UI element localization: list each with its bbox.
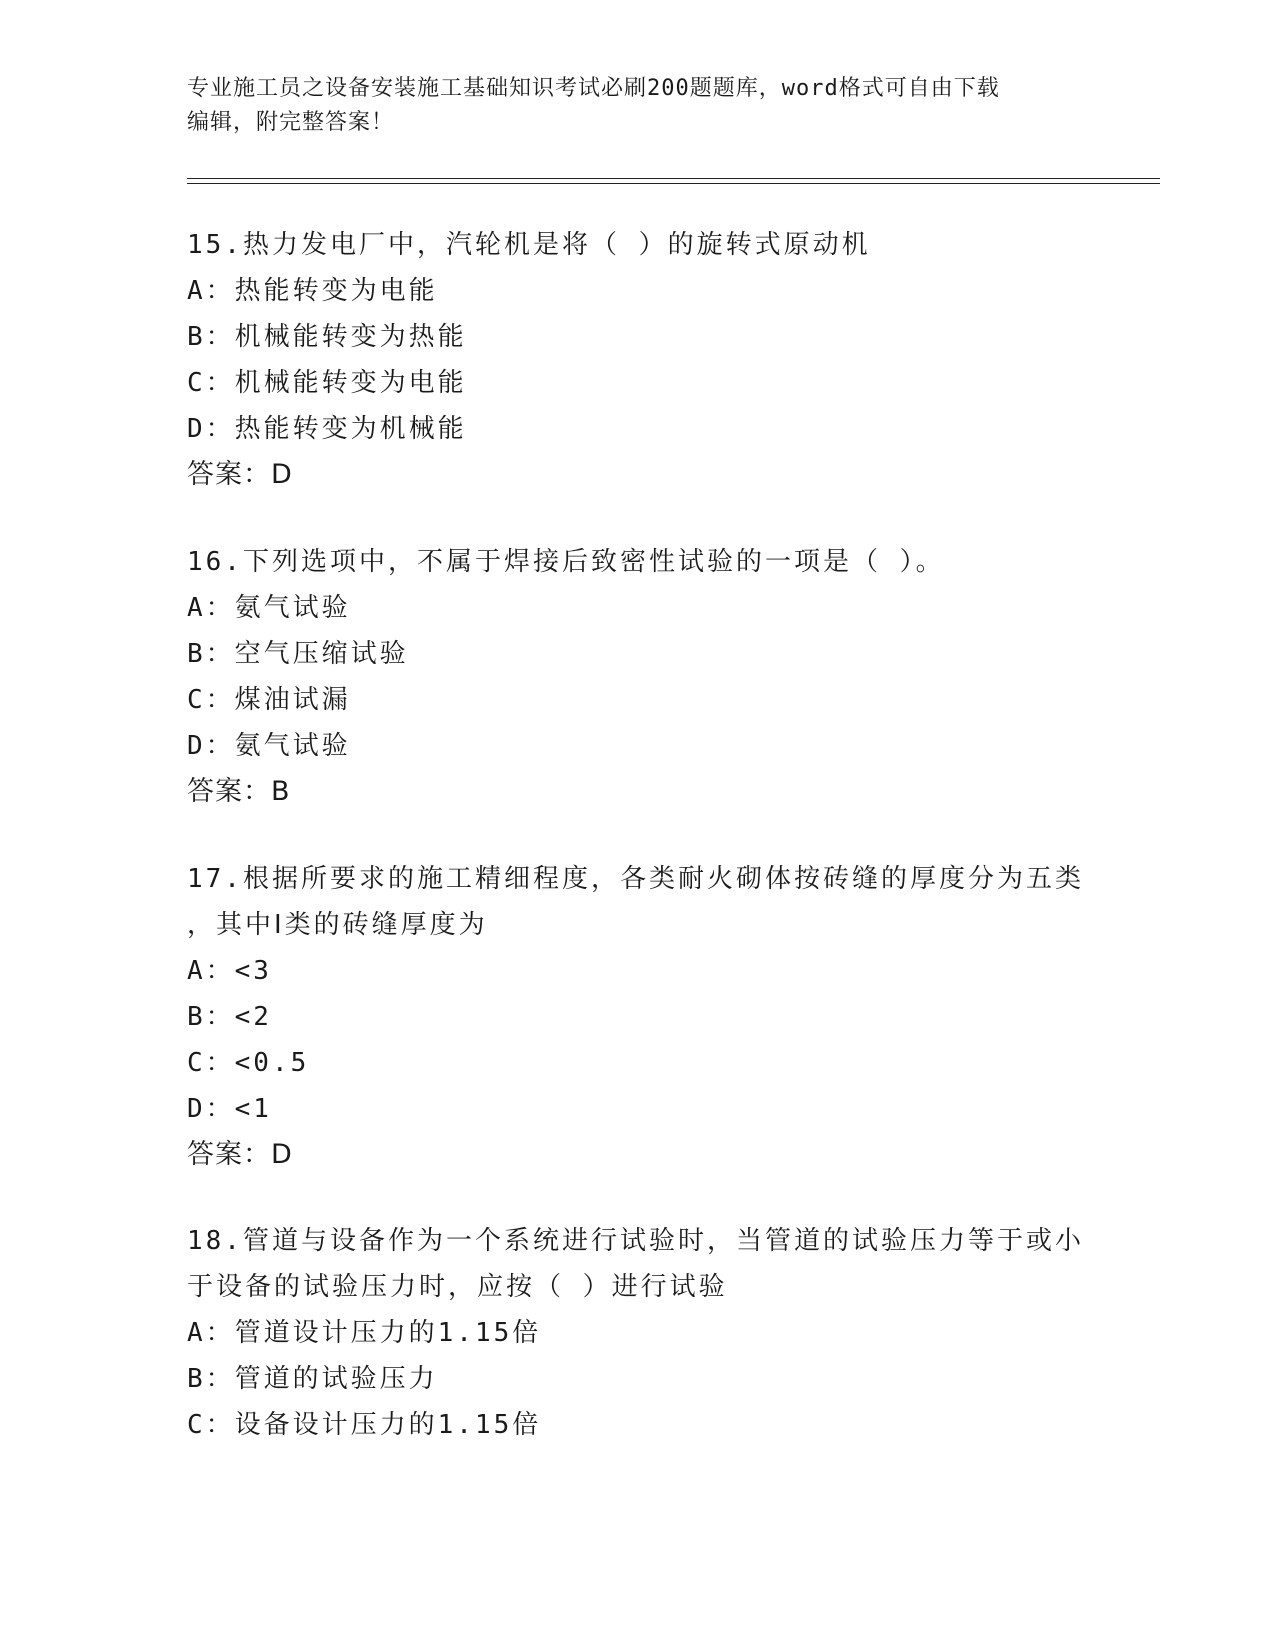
question-18 bbox=[187, 1218, 1087, 1448]
question-stem-line-2: ，其中Ⅰ类的砖缝厚度为 bbox=[187, 910, 488, 940]
option-a: A：热能转变为电能 bbox=[187, 276, 438, 306]
question-stem-line-2: 于设备的试验压力时，应按（ ）进行试验 bbox=[187, 1272, 728, 1302]
question-stem: 15.热力发电厂中，汽轮机是将（ ）的旋转式原动机 bbox=[187, 230, 871, 260]
question-stem: 16.下列选项中，不属于焊接后致密性试验的一项是（ ）。 bbox=[187, 547, 945, 577]
question-stem-line-1: 17.根据所要求的施工精细程度，各类耐火砌体按砖缝的厚度分为五类 bbox=[187, 864, 1084, 894]
question-17 bbox=[187, 856, 1087, 1178]
option-c: C：机械能转变为电能 bbox=[187, 368, 467, 398]
question-stem-line-1: 18.管道与设备作为一个系统进行试验时，当管道的试验压力等于或小 bbox=[187, 1226, 1084, 1256]
question-15 bbox=[187, 222, 1087, 498]
option-c: C：煤油试漏 bbox=[187, 685, 351, 715]
option-d: D：<1 bbox=[187, 1094, 272, 1124]
option-b: B：<2 bbox=[187, 1002, 272, 1032]
option-d: D：氨气试验 bbox=[187, 731, 351, 761]
option-a: A：氨气试验 bbox=[187, 593, 351, 623]
option-c: C：<0.5 bbox=[187, 1048, 310, 1078]
answer-line: 答案：D bbox=[187, 1139, 293, 1170]
option-d: D：热能转变为机械能 bbox=[187, 414, 467, 444]
document-header bbox=[187, 72, 1067, 140]
option-b: B：管道的试验压力 bbox=[187, 1364, 438, 1394]
question-16 bbox=[187, 539, 1087, 815]
header-line-1: 专业施工员之设备安装施工基础知识考试必刷200题题库，word格式可自由下载 bbox=[187, 76, 1000, 101]
option-b: B：空气压缩试验 bbox=[187, 639, 409, 669]
option-b: B：机械能转变为热能 bbox=[187, 322, 467, 352]
header-line-2: 编辑，附完整答案！ bbox=[187, 110, 395, 135]
answer-line: 答案：D bbox=[187, 459, 293, 490]
option-c: C：设备设计压力的1.15倍 bbox=[187, 1410, 542, 1440]
answer-line: 答案：B bbox=[187, 776, 291, 807]
header-divider bbox=[187, 178, 1160, 184]
option-a: A：管道设计压力的1.15倍 bbox=[187, 1318, 542, 1348]
option-a: A：<3 bbox=[187, 956, 272, 986]
